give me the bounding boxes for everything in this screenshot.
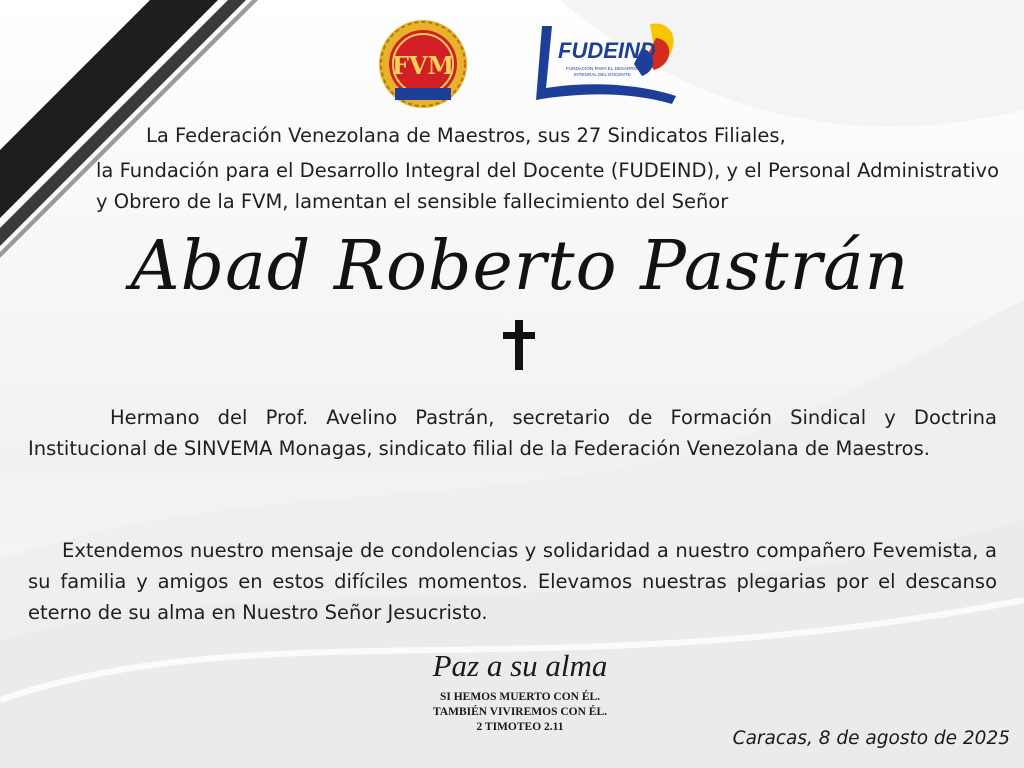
fudeind-logo-subtitle-1: FUNDACIÓN PARA EL DESARROLLO bbox=[566, 66, 646, 71]
peace-message: Paz a su alma bbox=[432, 648, 608, 683]
relationship-paragraph: Hermano del Prof. Avelino Pastrán, secretario de Formación Sindical y Doctrina Institucional de SINVEMA Monagas, sindicato filial de la Federación Venezolana de Maestros. bbox=[28, 406, 997, 460]
intro-statement: la Fundación para el Desarrollo Integral del Docente (FUDEIND), y el Personal Administrativo y Obrero de la FVM, lamentan el sensible fallecimiento del Señor bbox=[96, 159, 999, 213]
fvm-logo bbox=[373, 18, 473, 110]
verse-line-1: SI HEMOS MUERTO CON ÉL. bbox=[439, 691, 601, 703]
fudeind-logo bbox=[522, 18, 682, 110]
verse-reference: 2 TIMOTEO 2.11 bbox=[476, 721, 564, 733]
place-date: Caracas, 8 de agosto de 2025 bbox=[732, 728, 1010, 749]
condolence-paragraph: Extendemos nuestro mensaje de condolencias y solidaridad a nuestro compañero Fevemista, a su familia y amigos en estos difíciles momentos. Elevamos nuestras plegarias por el descanso eterno de su alma en Nuestro Señor Jesucristo. bbox=[28, 539, 997, 624]
bible-verse bbox=[395, 690, 645, 735]
fudeind-logo-subtitle-2: INTEGRAL DEL DOCENTE bbox=[574, 72, 631, 77]
deceased-name: Abad Roberto Pastrán bbox=[130, 227, 910, 306]
verse-line-2: TAMBIÉN VIVIREMOS CON ÉL. bbox=[432, 706, 608, 718]
fudeind-logo-text: FUDEIND bbox=[558, 38, 656, 63]
cross-icon bbox=[500, 320, 538, 370]
fvm-logo-text: FVM bbox=[391, 51, 455, 80]
intro-first-line: La Federación Venezolana de Maestros, sus 27 Sindicatos Filiales, bbox=[146, 124, 786, 147]
